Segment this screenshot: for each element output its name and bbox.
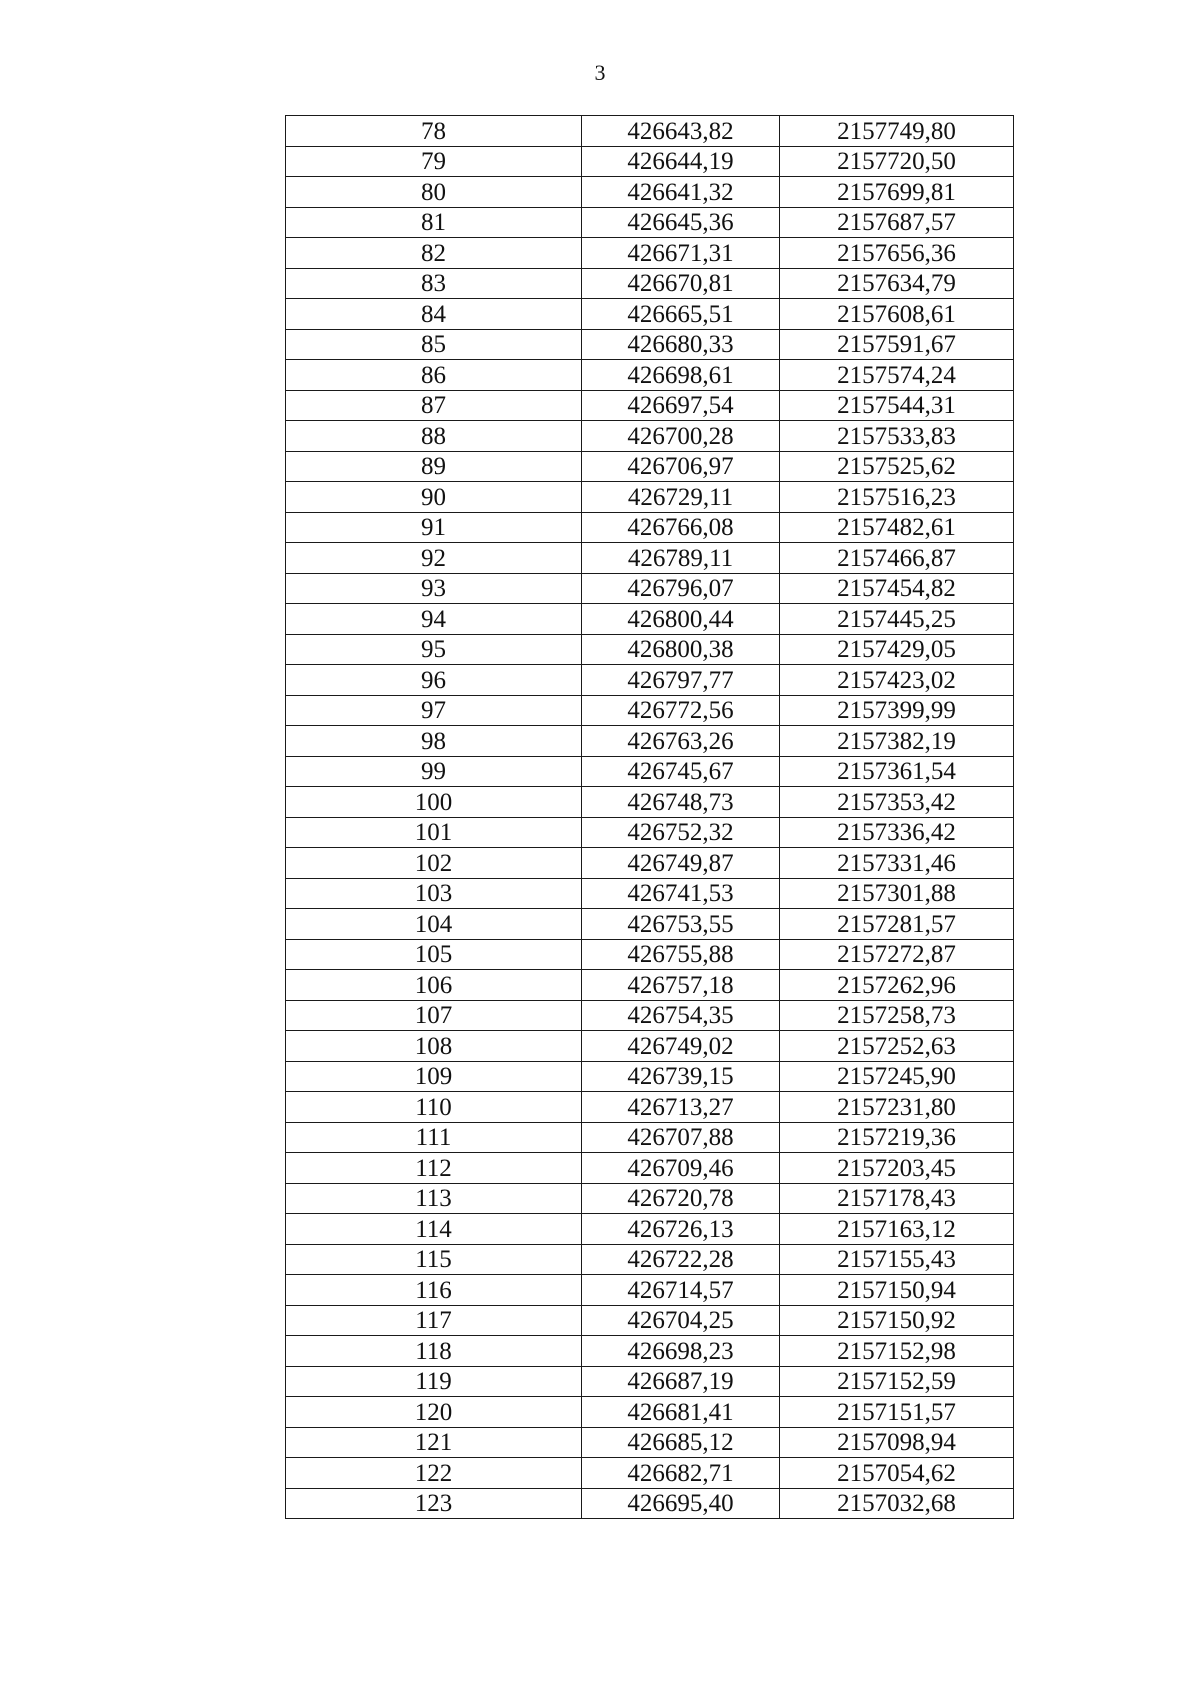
point-number-cell: 122 [286,1458,582,1489]
table-row [286,116,1014,147]
table-row [286,451,1014,482]
x-coordinate-cell: 426739,15 [582,1061,780,1092]
x-coordinate-cell: 426709,46 [582,1153,780,1184]
table-row [286,878,1014,909]
y-coordinate-cell: 2157336,42 [780,817,1014,848]
point-number-cell: 100 [286,787,582,818]
table-row [286,238,1014,269]
x-coordinate-cell: 426755,88 [582,939,780,970]
point-number-cell: 121 [286,1427,582,1458]
y-coordinate-cell: 2157533,83 [780,421,1014,452]
y-coordinate-cell: 2157361,54 [780,756,1014,787]
point-number-cell: 104 [286,909,582,940]
x-coordinate-cell: 426687,19 [582,1366,780,1397]
point-number-cell: 83 [286,268,582,299]
point-number-cell: 113 [286,1183,582,1214]
x-coordinate-cell: 426682,71 [582,1458,780,1489]
point-number-cell: 81 [286,207,582,238]
point-number-cell: 108 [286,1031,582,1062]
x-coordinate-cell: 426644,19 [582,146,780,177]
y-coordinate-cell: 2157252,63 [780,1031,1014,1062]
table-row [286,299,1014,330]
table-row [286,1427,1014,1458]
y-coordinate-cell: 2157203,45 [780,1153,1014,1184]
point-number-cell: 95 [286,634,582,665]
y-coordinate-cell: 2157525,62 [780,451,1014,482]
table-row [286,787,1014,818]
coordinates-table-body [286,116,1014,1519]
point-number-cell: 116 [286,1275,582,1306]
x-coordinate-cell: 426722,28 [582,1244,780,1275]
x-coordinate-cell: 426665,51 [582,299,780,330]
x-coordinate-cell: 426700,28 [582,421,780,452]
table-row [286,909,1014,940]
point-number-cell: 93 [286,573,582,604]
x-coordinate-cell: 426763,26 [582,726,780,757]
point-number-cell: 84 [286,299,582,330]
point-number-cell: 112 [286,1153,582,1184]
y-coordinate-cell: 2157687,57 [780,207,1014,238]
x-coordinate-cell: 426720,78 [582,1183,780,1214]
y-coordinate-cell: 2157454,82 [780,573,1014,604]
table-row [286,177,1014,208]
x-coordinate-cell: 426753,55 [582,909,780,940]
x-coordinate-cell: 426713,27 [582,1092,780,1123]
x-coordinate-cell: 426749,87 [582,848,780,879]
point-number-cell: 89 [286,451,582,482]
y-coordinate-cell: 2157151,57 [780,1397,1014,1428]
x-coordinate-cell: 426643,82 [582,116,780,147]
point-number-cell: 99 [286,756,582,787]
x-coordinate-cell: 426796,07 [582,573,780,604]
x-coordinate-cell: 426671,31 [582,238,780,269]
y-coordinate-cell: 2157281,57 [780,909,1014,940]
x-coordinate-cell: 426697,54 [582,390,780,421]
x-coordinate-cell: 426772,56 [582,695,780,726]
point-number-cell: 87 [286,390,582,421]
y-coordinate-cell: 2157258,73 [780,1000,1014,1031]
table-row [286,1244,1014,1275]
table-row [286,390,1014,421]
x-coordinate-cell: 426707,88 [582,1122,780,1153]
y-coordinate-cell: 2157163,12 [780,1214,1014,1245]
y-coordinate-cell: 2157353,42 [780,787,1014,818]
y-coordinate-cell: 2157231,80 [780,1092,1014,1123]
point-number-cell: 110 [286,1092,582,1123]
x-coordinate-cell: 426726,13 [582,1214,780,1245]
x-coordinate-cell: 426754,35 [582,1000,780,1031]
point-number-cell: 97 [286,695,582,726]
point-number-cell: 88 [286,421,582,452]
table-row [286,1305,1014,1336]
y-coordinate-cell: 2157245,90 [780,1061,1014,1092]
point-number-cell: 107 [286,1000,582,1031]
y-coordinate-cell: 2157331,46 [780,848,1014,879]
point-number-cell: 86 [286,360,582,391]
table-row [286,329,1014,360]
y-coordinate-cell: 2157749,80 [780,116,1014,147]
y-coordinate-cell: 2157155,43 [780,1244,1014,1275]
point-number-cell: 94 [286,604,582,635]
table-row [286,268,1014,299]
table-row [286,634,1014,665]
y-coordinate-cell: 2157219,36 [780,1122,1014,1153]
point-number-cell: 111 [286,1122,582,1153]
page-number: 3 [594,60,606,85]
point-number-cell: 120 [286,1397,582,1428]
x-coordinate-cell: 426800,38 [582,634,780,665]
x-coordinate-cell: 426681,41 [582,1397,780,1428]
x-coordinate-cell: 426748,73 [582,787,780,818]
point-number-cell: 79 [286,146,582,177]
y-coordinate-cell: 2157272,87 [780,939,1014,970]
x-coordinate-cell: 426685,12 [582,1427,780,1458]
x-coordinate-cell: 426680,33 [582,329,780,360]
y-coordinate-cell: 2157178,43 [780,1183,1014,1214]
point-number-cell: 102 [286,848,582,879]
x-coordinate-cell: 426749,02 [582,1031,780,1062]
table-row [286,1336,1014,1367]
x-coordinate-cell: 426797,77 [582,665,780,696]
table-row [286,573,1014,604]
y-coordinate-cell: 2157054,62 [780,1458,1014,1489]
table-row [286,1458,1014,1489]
point-number-cell: 123 [286,1488,582,1519]
y-coordinate-cell: 2157262,96 [780,970,1014,1001]
point-number-cell: 117 [286,1305,582,1336]
point-number-cell: 119 [286,1366,582,1397]
table-row [286,207,1014,238]
x-coordinate-cell: 426670,81 [582,268,780,299]
point-number-cell: 103 [286,878,582,909]
point-number-cell: 80 [286,177,582,208]
point-number-cell: 98 [286,726,582,757]
table-row [286,1183,1014,1214]
x-coordinate-cell: 426706,97 [582,451,780,482]
y-coordinate-cell: 2157720,50 [780,146,1014,177]
point-number-cell: 82 [286,238,582,269]
table-row [286,1061,1014,1092]
point-number-cell: 115 [286,1244,582,1275]
y-coordinate-cell: 2157098,94 [780,1427,1014,1458]
point-number-cell: 101 [286,817,582,848]
table-row [286,1153,1014,1184]
y-coordinate-cell: 2157482,61 [780,512,1014,543]
table-row [286,726,1014,757]
y-coordinate-cell: 2157445,25 [780,604,1014,635]
x-coordinate-cell: 426752,32 [582,817,780,848]
y-coordinate-cell: 2157152,98 [780,1336,1014,1367]
x-coordinate-cell: 426800,44 [582,604,780,635]
table-row [286,1092,1014,1123]
y-coordinate-cell: 2157608,61 [780,299,1014,330]
y-coordinate-cell: 2157150,92 [780,1305,1014,1336]
table-row [286,695,1014,726]
table-row [286,756,1014,787]
x-coordinate-cell: 426741,53 [582,878,780,909]
table-row [286,1000,1014,1031]
table-row [286,1366,1014,1397]
point-number-cell: 90 [286,482,582,513]
table-row [286,482,1014,513]
y-coordinate-cell: 2157699,81 [780,177,1014,208]
y-coordinate-cell: 2157301,88 [780,878,1014,909]
table-row [286,512,1014,543]
coordinates-table [285,115,1014,1519]
y-coordinate-cell: 2157656,36 [780,238,1014,269]
table-row [286,1031,1014,1062]
table-row [286,421,1014,452]
y-coordinate-cell: 2157382,19 [780,726,1014,757]
point-number-cell: 92 [286,543,582,574]
x-coordinate-cell: 426766,08 [582,512,780,543]
y-coordinate-cell: 2157591,67 [780,329,1014,360]
x-coordinate-cell: 426729,11 [582,482,780,513]
table-row [286,1214,1014,1245]
y-coordinate-cell: 2157032,68 [780,1488,1014,1519]
x-coordinate-cell: 426641,32 [582,177,780,208]
point-number-cell: 109 [286,1061,582,1092]
y-coordinate-cell: 2157429,05 [780,634,1014,665]
x-coordinate-cell: 426698,61 [582,360,780,391]
table-row [286,817,1014,848]
point-number-cell: 85 [286,329,582,360]
x-coordinate-cell: 426757,18 [582,970,780,1001]
x-coordinate-cell: 426695,40 [582,1488,780,1519]
x-coordinate-cell: 426698,23 [582,1336,780,1367]
y-coordinate-cell: 2157423,02 [780,665,1014,696]
table-row [286,1488,1014,1519]
x-coordinate-cell: 426645,36 [582,207,780,238]
y-coordinate-cell: 2157150,94 [780,1275,1014,1306]
point-number-cell: 106 [286,970,582,1001]
table-row [286,1397,1014,1428]
table-row [286,360,1014,391]
table-row [286,1122,1014,1153]
y-coordinate-cell: 2157574,24 [780,360,1014,391]
point-number-cell: 96 [286,665,582,696]
point-number-cell: 105 [286,939,582,970]
x-coordinate-cell: 426704,25 [582,1305,780,1336]
y-coordinate-cell: 2157466,87 [780,543,1014,574]
x-coordinate-cell: 426714,57 [582,1275,780,1306]
y-coordinate-cell: 2157152,59 [780,1366,1014,1397]
point-number-cell: 118 [286,1336,582,1367]
table-row [286,848,1014,879]
x-coordinate-cell: 426745,67 [582,756,780,787]
table-row [286,970,1014,1001]
point-number-cell: 78 [286,116,582,147]
x-coordinate-cell: 426789,11 [582,543,780,574]
y-coordinate-cell: 2157634,79 [780,268,1014,299]
table-row [286,604,1014,635]
table-row [286,1275,1014,1306]
table-row [286,665,1014,696]
y-coordinate-cell: 2157399,99 [780,695,1014,726]
table-row [286,543,1014,574]
y-coordinate-cell: 2157516,23 [780,482,1014,513]
table-row [286,939,1014,970]
point-number-cell: 91 [286,512,582,543]
table-row [286,146,1014,177]
point-number-cell: 114 [286,1214,582,1245]
y-coordinate-cell: 2157544,31 [780,390,1014,421]
